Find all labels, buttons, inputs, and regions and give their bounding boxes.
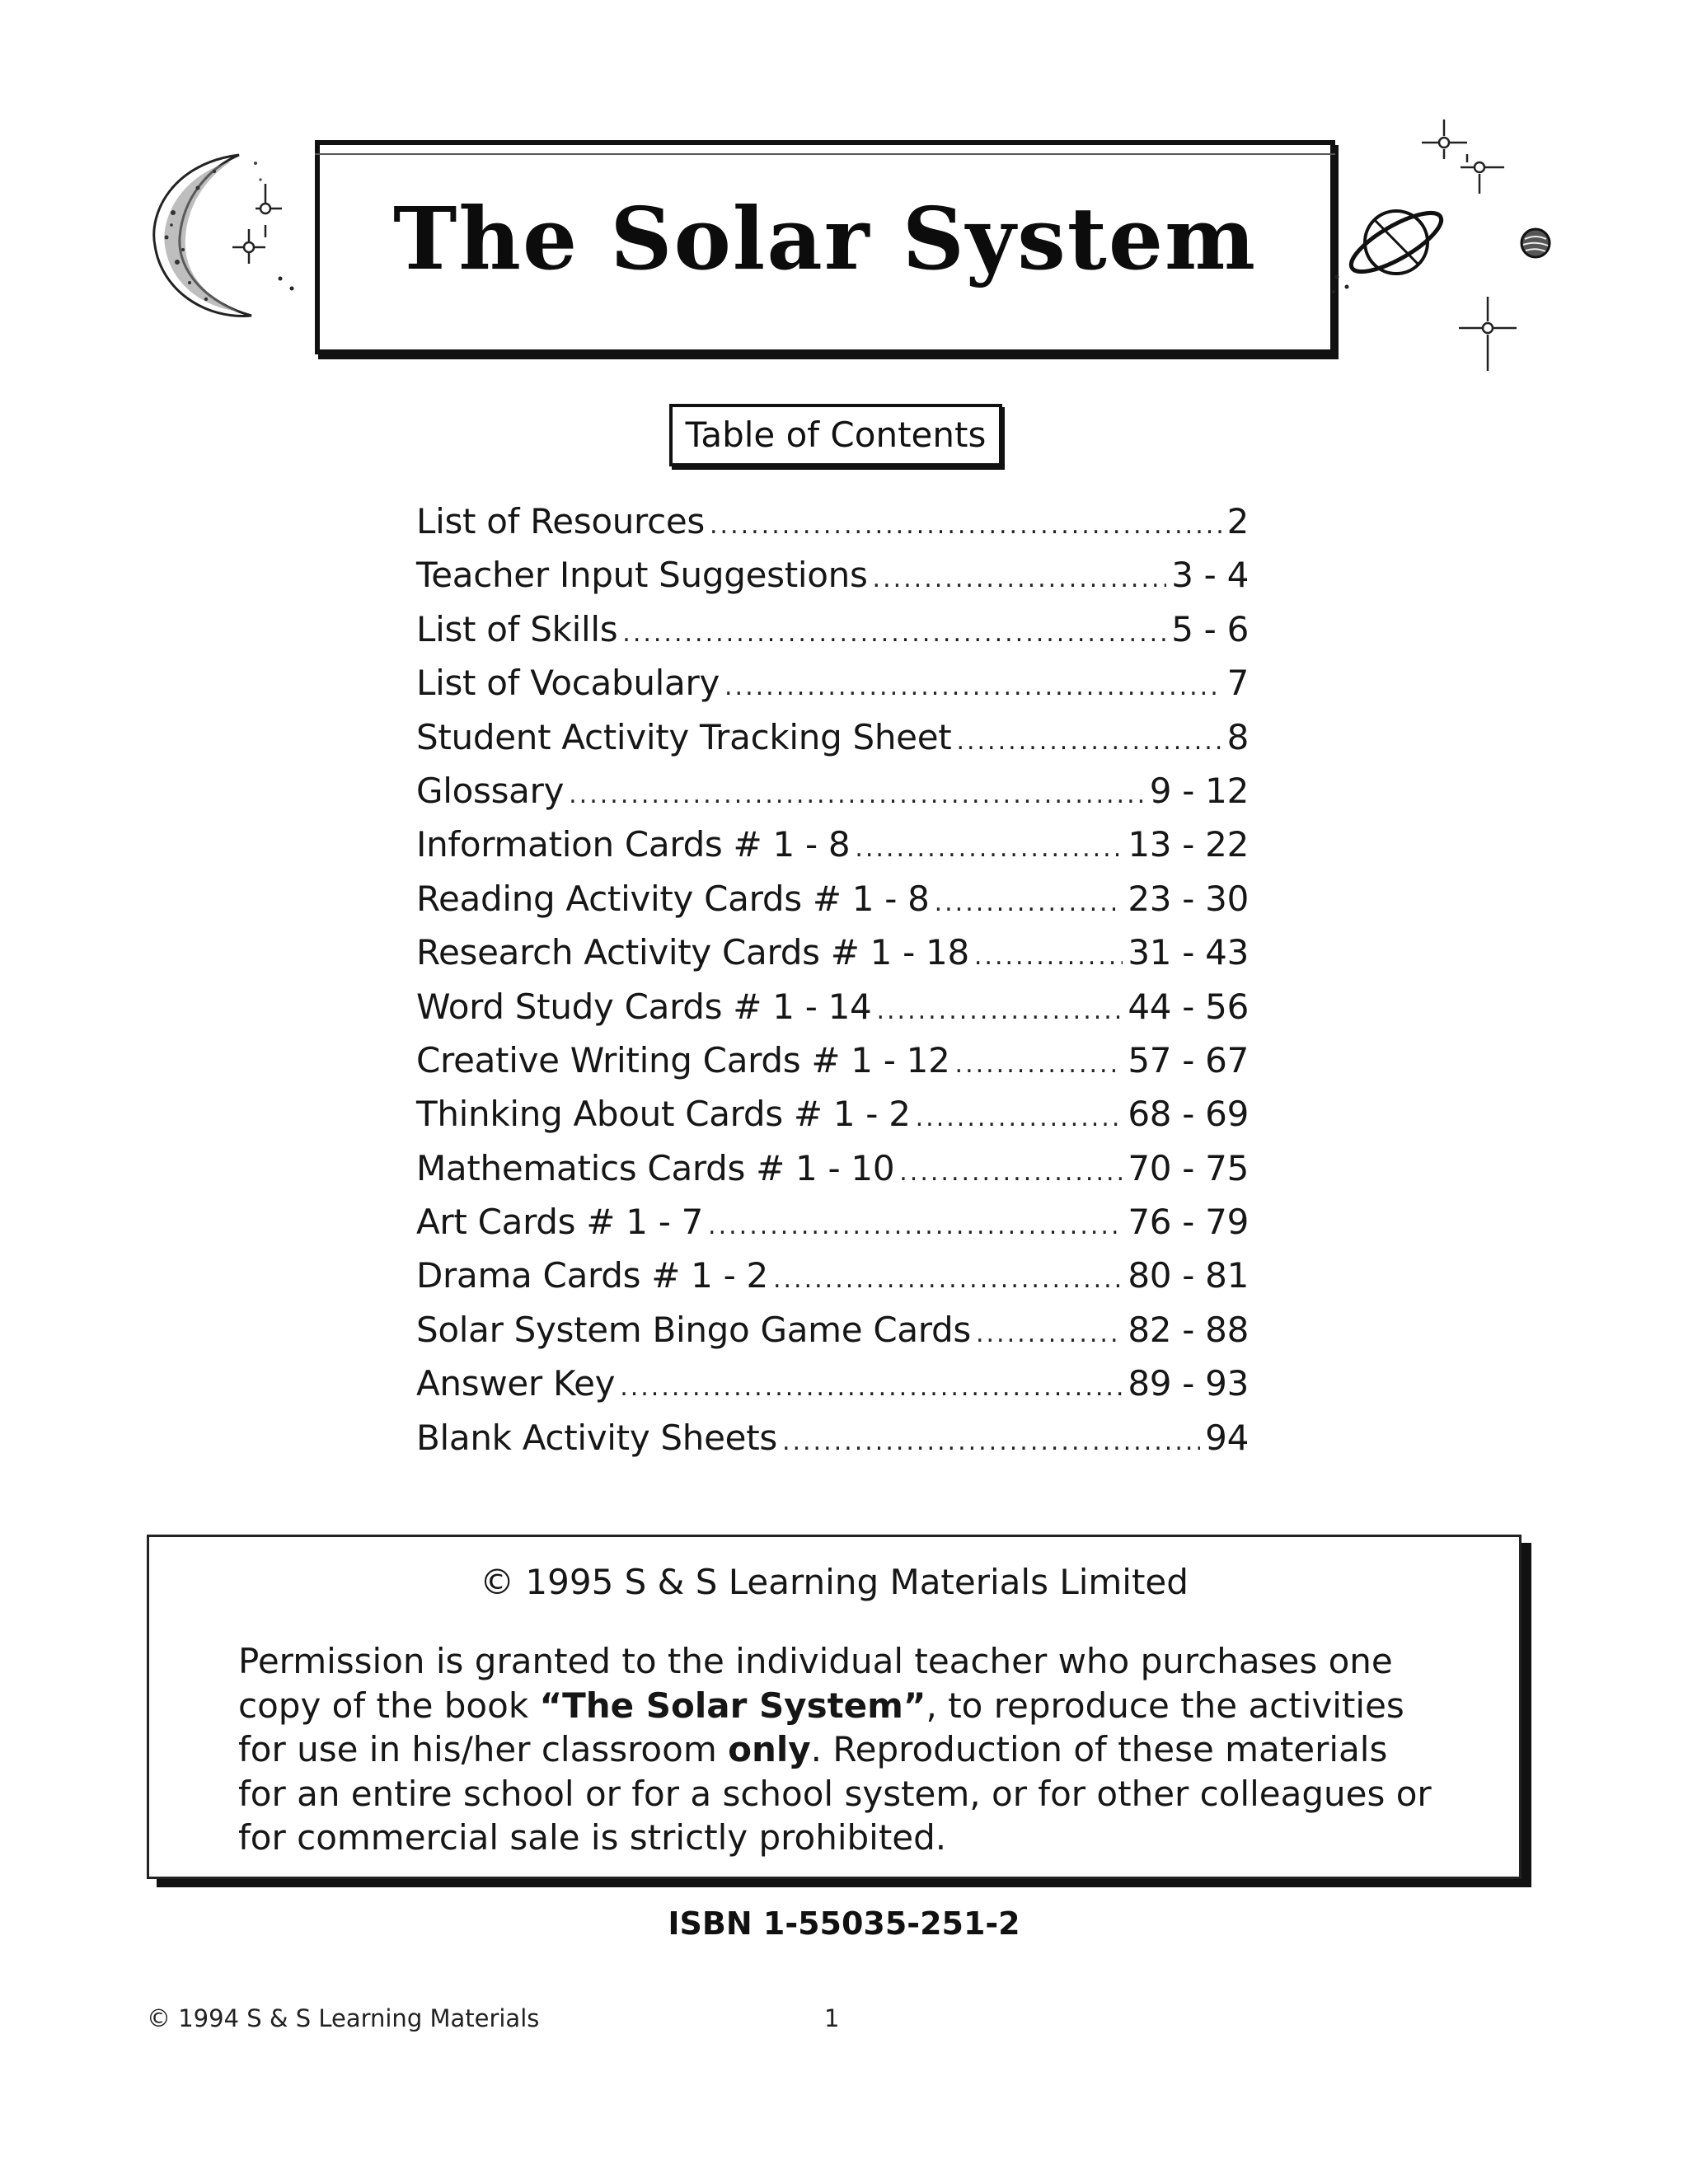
toc-leader-dots	[773, 1265, 1123, 1294]
toc-entry	[416, 824, 1249, 878]
toc-list	[416, 501, 1249, 1471]
toc-entry-pages: 57 - 67	[1128, 1039, 1249, 1080]
toc-leader-dots	[916, 1104, 1123, 1132]
toc-entry-title: Word Study Cards # 1 - 14	[416, 986, 872, 1027]
toc-heading: Table of Contents	[669, 404, 1002, 466]
toc-entry	[416, 1363, 1249, 1417]
toc-leader-dots	[708, 1212, 1123, 1240]
toc-leader-dots	[955, 1050, 1123, 1079]
toc-entry-pages: 70 - 75	[1128, 1147, 1249, 1188]
page-number: 1	[824, 2004, 840, 2032]
permission-text-part: Permission is granted to the individual teacher who purchases one copy of the book	[238, 1641, 1393, 1726]
notice-copyright: © 1995 S & S Learning Materials Limited	[480, 1562, 1189, 1602]
toc-entry	[416, 987, 1249, 1040]
toc-entry-title: Research Activity Cards # 1 - 18	[416, 932, 969, 973]
small-planet-icon	[1515, 223, 1556, 264]
toc-entry	[416, 717, 1249, 771]
toc-entry-title: List of Vocabulary	[416, 663, 720, 704]
toc-entry	[416, 1202, 1249, 1255]
toc-entry	[416, 879, 1249, 932]
toc-leader-dots	[724, 673, 1222, 701]
toc-entry-title: Blank Activity Sheets	[416, 1417, 777, 1458]
toc-leader-dots	[976, 1319, 1123, 1348]
toc-entry	[416, 609, 1249, 663]
toc-entry-title: Creative Writing Cards # 1 - 12	[416, 1039, 950, 1080]
toc-entry-pages: 5 - 6	[1171, 608, 1249, 649]
toc-entry-title: Drama Cards # 1 - 2	[416, 1255, 768, 1296]
page-title: The Solar System	[392, 188, 1258, 289]
copyright-notice-box	[147, 1535, 1522, 1879]
toc-entry-pages: 7	[1226, 663, 1249, 704]
toc-entry-title: Glossary	[416, 770, 565, 811]
toc-entry-pages: 23 - 30	[1128, 878, 1249, 919]
toc-entry-pages: 13 - 22	[1128, 824, 1249, 865]
toc-leader-dots	[873, 565, 1167, 593]
permission-text	[238, 1639, 1445, 1860]
isbn: ISBN 1-55035-251-2	[668, 1905, 1020, 1942]
book-title: “The Solar System”	[539, 1685, 926, 1726]
stars-icon	[1401, 120, 1541, 210]
toc-leader-dots	[876, 996, 1123, 1025]
toc-entry-title: List of Resources	[416, 501, 705, 541]
toc-entry-pages: 89 - 93	[1128, 1363, 1249, 1404]
toc-entry-pages: 68 - 69	[1128, 1094, 1249, 1135]
toc-entry	[416, 1148, 1249, 1202]
toc-entry-title: Answer Key	[416, 1363, 616, 1404]
toc-entry-title: Mathematics Cards # 1 - 10	[416, 1147, 895, 1188]
toc-entry	[416, 663, 1249, 716]
toc-entry-pages: 9 - 12	[1149, 770, 1249, 811]
toc-entry-title: Teacher Input Suggestions	[416, 555, 868, 596]
toc-leader-dots	[569, 780, 1145, 809]
toc-entry-title: List of Skills	[416, 608, 618, 649]
toc-entry-pages: 76 - 79	[1128, 1202, 1249, 1243]
toc-entry-pages: 2	[1226, 501, 1249, 541]
toc-entry-title: Reading Activity Cards # 1 - 8	[416, 878, 930, 919]
toc-leader-dots	[974, 942, 1123, 971]
toc-entry-title: Art Cards # 1 - 7	[416, 1202, 704, 1243]
toc-leader-dots	[899, 1158, 1123, 1187]
toc-entry	[416, 1040, 1249, 1094]
stars-icon	[1451, 297, 1525, 379]
stars-icon	[232, 180, 312, 295]
emphasis-only: only	[728, 1729, 811, 1769]
toc-entry	[416, 1418, 1249, 1471]
toc-entry-title: Information Cards # 1 - 8	[416, 824, 851, 865]
toc-entry-pages: 94	[1205, 1417, 1249, 1458]
title-banner	[315, 140, 1335, 354]
toc-leader-dots	[855, 834, 1123, 863]
toc-leader-dots	[620, 1373, 1123, 1402]
toc-entry-pages: 31 - 43	[1128, 932, 1249, 973]
footer-copyright: © 1994 S & S Learning Materials	[147, 2004, 540, 2032]
toc-entry-title: Thinking About Cards # 1 - 2	[416, 1094, 911, 1135]
toc-entry-pages: 44 - 56	[1128, 986, 1249, 1027]
permission-text-part: , to reproduce the activities for use in his/her classroom	[238, 1685, 1404, 1769]
toc-leader-dots	[782, 1427, 1200, 1456]
toc-entry	[416, 555, 1249, 608]
toc-entry-pages: 82 - 88	[1128, 1309, 1249, 1350]
toc-leader-dots	[935, 888, 1123, 917]
toc-leader-dots	[710, 511, 1222, 540]
toc-leader-dots	[622, 619, 1166, 648]
toc-entry	[416, 1094, 1249, 1147]
toc-entry-pages: 8	[1226, 716, 1249, 757]
toc-entry-title: Student Activity Tracking Sheet	[416, 716, 952, 757]
toc-entry	[416, 932, 1249, 986]
toc-entry	[416, 501, 1249, 555]
toc-entry-title: Solar System Bingo Game Cards	[416, 1309, 971, 1350]
toc-entry	[416, 1255, 1249, 1309]
permission-text-part: . Reproduction of these materials for an entire school or for a school system, or for other colleagues or for commercial sale is strictly prohibited.	[238, 1729, 1432, 1858]
toc-entry	[416, 771, 1249, 824]
toc-entry	[416, 1310, 1249, 1363]
toc-entry-pages: 80 - 81	[1128, 1255, 1249, 1296]
toc-entry-pages: 3 - 4	[1171, 555, 1249, 596]
toc-leader-dots	[956, 727, 1221, 756]
